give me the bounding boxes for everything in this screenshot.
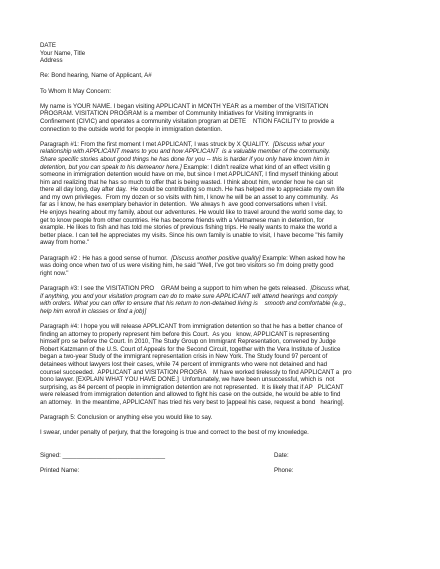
paragraph-4-line: began a two-year Study of the immigrant representation crisis in New York. The Study found 97 percent of xyxy=(40,353,328,361)
para1-text: Paragraph #1: From the first moment I met APPLICANT, I was struck by X QUALITY. xyxy=(40,140,273,148)
para1-italic-text: detention, but you can speak to his demeanor here.] xyxy=(40,163,182,171)
intro-line: connection to the outside world for people in immigration detention. xyxy=(40,125,223,133)
para1-line xyxy=(40,156,400,164)
para1-text: far as I know, he has exemplary behavior in detention. We always h ave good conversations when I visit. xyxy=(40,201,327,209)
para2-text: was doing once when two of us were visiting him, he said "Well, I've got two visitors so I'm doing pretty good xyxy=(40,262,334,270)
signed-field[interactable] xyxy=(40,452,165,460)
para1-text: there all day long, day after day. He could be contributing so much. He has helped me to appreciate my own life xyxy=(40,186,345,194)
para2-text: Example: When asked how he xyxy=(260,254,346,262)
para1-line xyxy=(40,224,400,232)
para3-line xyxy=(40,300,400,308)
paragraph-1 xyxy=(40,141,400,247)
para1-text: He enjoys hearing about my family, about our adventures. He would like to travel around the world some day, to xyxy=(40,209,343,217)
para2-line xyxy=(40,270,400,278)
date-label: Date: xyxy=(274,452,289,460)
para1-text: and my own privileges. From my dozen or so visits with him, I know he will be an asset to any community. As xyxy=(40,193,339,201)
printed-name-row xyxy=(40,467,400,475)
perjury-statement: I swear, under penalty of perjury, that the foregoing is true and correct to the best of my knowledge. xyxy=(40,429,309,437)
para1-text: someone in immigration detention would have on me, but since I met APPLICANT, I find myself thinking about xyxy=(40,171,338,179)
para3-italic-text: [Discuss what, xyxy=(310,285,351,292)
para3-line xyxy=(40,285,400,293)
para2-text: Paragraph #2 : He has a good sense of humor. xyxy=(40,254,172,262)
spacer xyxy=(40,444,400,452)
para1-italic-text: Share specific stories about good things he has done for you -- this is harder if you only have known him in xyxy=(40,155,330,163)
para2-line xyxy=(40,262,400,270)
para3-italic-text: if anything, you and your visitation program can do to make sure APPLICANT will attend hearings and comply xyxy=(40,292,338,300)
para1-text: him and realizing that he has so much to offer that is being wasted. I think about him, wonder how he can sit xyxy=(40,178,334,186)
para1-text: example. He likes to fish and has told me stories of previous fishing trips. He really wants to make the world a xyxy=(40,224,337,232)
para3-text: Paragraph #3: I see the VISITATION PRO GRAM being a support to him when he gets released. xyxy=(40,285,311,292)
header-name-title: Your Name, Title xyxy=(40,49,86,57)
para1-line xyxy=(40,232,400,240)
para1-line xyxy=(40,164,400,172)
header-address: Address xyxy=(40,57,63,65)
para2-line xyxy=(40,255,400,263)
para1-italic-text: relationship with APPLICANT means to you and how APPLICANT is a valuable member of the community. xyxy=(40,148,331,156)
para1-line xyxy=(40,171,400,179)
paragraph-4-line: were released from immigration detention and allowed to fight his case on the outside, he would be able to find xyxy=(40,391,341,399)
intro-line: My name is YOUR NAME. I began visiting APPLICANT in MONTH YEAR as a member of the VISITATION xyxy=(40,102,329,110)
paragraph-4-line: an attorney. In the meantime, APPLICANT has tried his very best to [appeal his case, request a bond hearing]. xyxy=(40,398,345,406)
para3-italic-text: with orders. What you can offer to ensure that his return to non-detained living is smooth and comfortable (e.g., xyxy=(40,300,347,308)
paragraph-4-line: finding an attorney to properly represent him before this Court. As you know, APPLICANT is representing xyxy=(40,330,330,338)
para1-line xyxy=(40,217,400,225)
para2-text: right now." xyxy=(40,269,69,277)
paragraph-4-line: detainees without lawyers lost their cases, while 74 percent of immigrants who were not detained and had xyxy=(40,360,328,368)
paragraph-4-line: himself pro se before the Court. In 2010, The Study Group on Immigrant Representation, convened by Judge xyxy=(40,338,336,346)
spacer xyxy=(40,460,400,468)
paragraph-4-line: surprising, as 84 percent of people in immigration detention are not represented. It is likely that if AP PLICANT xyxy=(40,383,344,391)
para1-line xyxy=(40,194,400,202)
paragraph-4 xyxy=(40,323,400,407)
paragraph-4-line: bono lawyer. [EXPLAIN WHAT YOU HAVE DONE.] Unfortunately, we have been unsuccessful, which is not xyxy=(40,376,335,384)
para1-line xyxy=(40,179,400,187)
para2-italic-text: [Discuss another positive quality] xyxy=(171,254,261,262)
para1-line xyxy=(40,186,400,194)
intro-paragraph xyxy=(40,103,400,133)
para1-text: get to know people from other countries. He has become friends with a Vietnamese man in detention, for xyxy=(40,216,324,224)
para1-line xyxy=(40,209,400,217)
para1-text: away from home." xyxy=(40,239,90,247)
intro-line: Confinement (CIVIC) and operates a community visitation program at DETE NTION FACILITY to provide a xyxy=(40,117,335,125)
para1-text: better place. I can tell he appreciates my visits. Since his own family is unable to visit, I have become "his family xyxy=(40,231,344,239)
printed-name-label: Printed Name: xyxy=(40,467,80,475)
signed-line: ______________________________ xyxy=(62,452,166,460)
paragraph-3 xyxy=(40,285,400,315)
intro-line: PROGRAM. VISITATION PROGRAM is a member of Community Initiatives for Visiting Immigrants in xyxy=(40,110,313,118)
para1-text: Example: I didn't realize what kind of an effect visitin g xyxy=(181,163,331,171)
paragraph-5: Paragraph 5: Conclusion or anything else you would like to say. xyxy=(40,414,213,422)
para3-line xyxy=(40,308,400,316)
signed-label: Signed: xyxy=(40,452,63,460)
letter-header xyxy=(40,42,400,65)
paragraph-2 xyxy=(40,255,400,278)
salutation: To Whom It May Concern: xyxy=(40,87,111,95)
paragraph-4-line: Robert Katzmann of the U.S. Court of Appeals for the Second Circuit, together with the Vera Institute of Justice xyxy=(40,345,341,353)
para1-line xyxy=(40,141,400,149)
paragraph-4-line: Paragraph #4: I hope you will release APPLICANT from immigration detention so that he has a better chance of xyxy=(40,322,343,330)
phone-label: Phone: xyxy=(274,467,294,475)
re-line: Re: Bond hearing, Name of Applicant, A# xyxy=(40,72,152,80)
header-date: DATE xyxy=(40,42,56,49)
para3-italic-text: help him enroll in classes or find a job)] xyxy=(40,307,147,315)
para3-line xyxy=(40,293,400,301)
paragraph-4-line: counsel succeeded. APPLICANT and VISITATION PROGRA M have worked tirelessly to find APPLICANT a pro xyxy=(40,368,352,376)
para1-italic-text: [Discuss what your xyxy=(272,140,325,148)
para1-line xyxy=(40,148,400,156)
signature-row xyxy=(40,452,400,460)
para1-line xyxy=(40,201,400,209)
para1-line xyxy=(40,239,400,247)
